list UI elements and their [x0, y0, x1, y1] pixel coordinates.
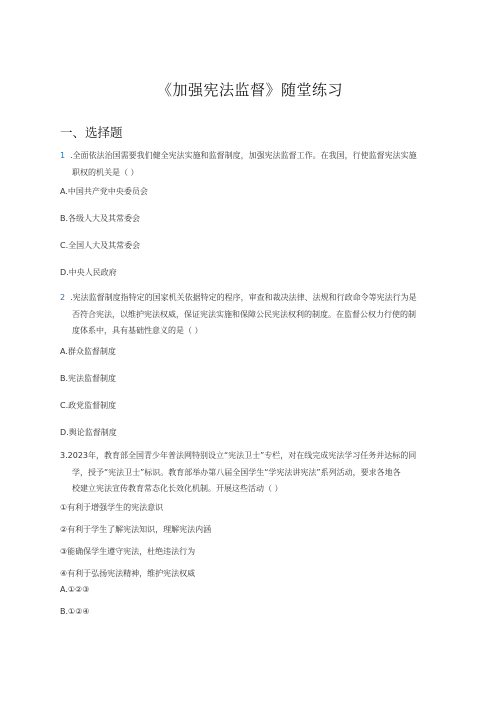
question-3-line-3: 校建立宪法宣传教育常态化长效化机制。开展这些活动（ ） — [72, 484, 283, 493]
question-3-option-b: B.①②④ — [60, 607, 90, 616]
question-1-number: 1 — [60, 151, 66, 160]
question-2-option-c: C.政党监督制度 — [60, 401, 117, 410]
question-1-line-1 — [60, 148, 450, 165]
question-3 — [60, 448, 450, 498]
question-2-line-1 — [60, 290, 450, 307]
question-3-line-2: 学，授予“宪法卫士”标识。教育部举办第八届全国学生“学宪法讲宪法”系列活动，要求各地各 — [72, 467, 401, 477]
question-3-line-1 — [60, 448, 450, 465]
question-3-statement-2: ②有利于学生了解宪法知识，理解宪法内涵 — [60, 525, 212, 534]
question-3-option-a: A.①②③ — [60, 585, 90, 594]
document-title: 《加强宪法监督》随堂练习 — [156, 81, 343, 99]
question-2-option-b: B.宪法监督制度 — [60, 374, 117, 383]
question-1-option-a: A.中国共产党中央委员会 — [60, 187, 148, 196]
question-3-number: 3. — [60, 451, 68, 460]
question-2 — [60, 290, 450, 340]
question-3-text: 2023年，教育部全国青少年普法网特别设立“宪法卫士”专栏，对在线完成宪法学习任务并达标的同 — [67, 451, 417, 460]
question-2-line-2: 否符合宪法，以维护宪法权威，保证宪法实施和保障公民宪法权利的制度。在监督公权力行使的制 — [72, 309, 416, 319]
section-heading: 一、选择题 — [60, 125, 123, 140]
question-1-option-d: D.中央人民政府 — [60, 268, 117, 277]
question-2-option-d: D.舆论监督制度 — [60, 428, 117, 437]
question-1-text: .全面依法治国需要我们健全宪法实施和监督制度，加强宪法监督工作。在我国，行使监督宪法实施 — [70, 151, 417, 160]
question-1-line-2: 职权的机关是（ ） — [72, 167, 139, 177]
question-3-statement-4: ④有利于弘扬宪法精神，维护宪法权威 — [60, 569, 196, 578]
question-2-option-a: A.群众监督制度 — [60, 347, 116, 356]
question-2-text: .宪法监督制度指特定的国家机关依据特定的程序，审查和裁决法律、法规和行政命令等宪法行为是 — [70, 293, 417, 302]
question-2-line-3: 度体系中，具有基础性意义的是（ ） — [72, 326, 203, 335]
question-1-option-b: B.各级人大及其常委会 — [60, 214, 141, 223]
question-3-statement-3: ③能确保学生遵守宪法，杜绝违法行为 — [60, 547, 196, 556]
question-3-statement-1: ①有利于增强学生的宪法意识 — [60, 503, 164, 512]
question-1 — [60, 148, 450, 181]
question-1-option-c: C.全国人大及其常委会 — [60, 241, 141, 250]
question-2-number: 2 — [60, 293, 66, 302]
